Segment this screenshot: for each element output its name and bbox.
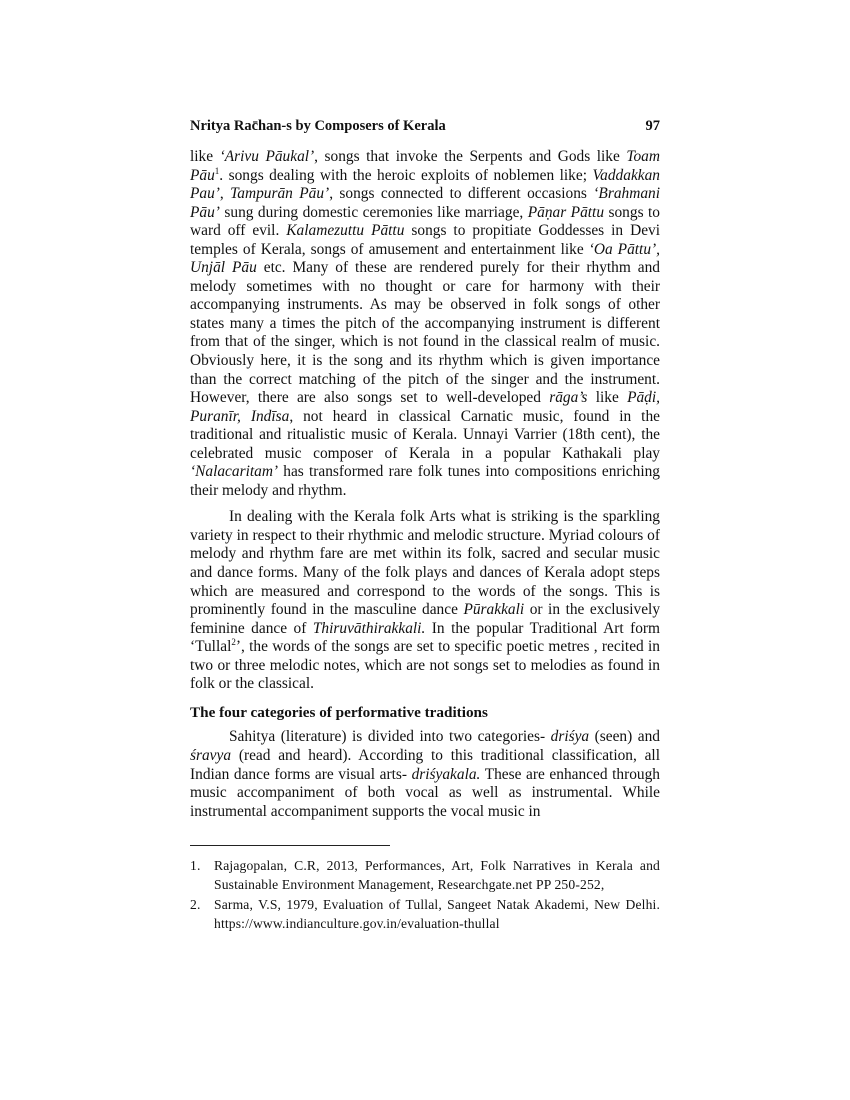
page-number: 97	[645, 118, 660, 134]
section-heading: The four categories of performative traditions	[190, 703, 488, 721]
footnote-number: 1.	[190, 858, 201, 873]
footnote-2	[190, 896, 660, 933]
paragraph-3: Sahitya (literature) is divided into two categories- driśya (seen) and śravya (read and heard). According to this traditional classification, all Indian dance forms are visual arts- driśyakala. These are enhanced through music accompaniment of both vocal as well as instrumental. While instrumental accompaniment supports the vocal music in	[190, 728, 661, 820]
running-header	[190, 118, 660, 136]
running-header-title: Nritya Rac̄han-s by Composers of Kerala	[190, 118, 446, 134]
main-text	[190, 148, 660, 821]
footnote-text: Rajagopalan, C.R, 2013, Performances, Art, Folk Narratives in Kerala and Sustainable Environment Management, Researchgate.net PP 250-252,	[214, 858, 660, 892]
footnote-divider	[190, 845, 390, 846]
footnotes	[190, 857, 660, 935]
paragraph-2: In dealing with the Kerala folk Arts what is striking is the sparkling variety in respect to their rhythmic and melodic structure. Myriad colours of melody and rhythm fare are met within its folk, sacred and secular music and dance forms. Many of the folk plays and dances of Kerala adopt steps which are measured and correspond to the words of the songs. This is prominently found in the masculine dance Pūrakkali or in the exclusively feminine dance of Thiruvāthirakkali. In the popular Traditional Art form ‘Tullal$^2$’, the words of the songs are set to specific poetic metres , recited in two or three melodic notes, which are not songs set to melodies as found in folk or the classical.	[190, 508, 661, 693]
footnote-number: 2.	[190, 897, 201, 912]
footnote-ref-2: 2	[231, 637, 236, 648]
paragraph-1: like ‘Arivu Pāukal’, songs that invoke the Serpents and Gods like Toam Pāu$^1$. songs dealing with the heroic exploits of noblemen like; Vaddakkan Pau’, Tampurān Pāu’, songs connected to different occasions ‘Brahmani Pāu’ sung during domestic ceremonies like marriage, Pāṇar Pāttu songs to ward off evil. Kalamezuttu Pāttu songs to propitiate Goddesses in Devi temples of Kerala, songs of amusement and entertainment like ‘Oa Pāttu’, Unjāl Pāu etc. Many of these are rendered purely for their rhythm and melody sometimes with no thought or care for harmony with their accompanying instruments. As may be observed in folk songs of other states many a times the pitch of the accompanying instrument is different from that of the singer, which is not found in the classical realm of music. Obviously here, it is the song and its rhythm which is given importance than the correct matching of the pitch of the singer and the instrument. However, there are also songs set to well-developed rāga’s like Pāḍi, Puranīr, Indīsa, not heard in classical Carnatic music, found in the traditional and ritualistic music of Kerala. Unnayi Varrier (18th cent), the celebrated music composer of Kerala in a popular Kathakali play ‘Nalacaritam’ has transformed rare folk tunes into compositions enriching their melody and rhythm.	[190, 148, 661, 499]
footnote-ref-1: 1	[214, 165, 220, 176]
footnote-1	[190, 857, 660, 894]
footnote-text: Sarma, V.S, 1979, Evaluation of Tullal, Sangeet Natak Akademi, New Delhi. https://www.indianculture.gov.in/evaluation-thullal	[214, 897, 660, 931]
